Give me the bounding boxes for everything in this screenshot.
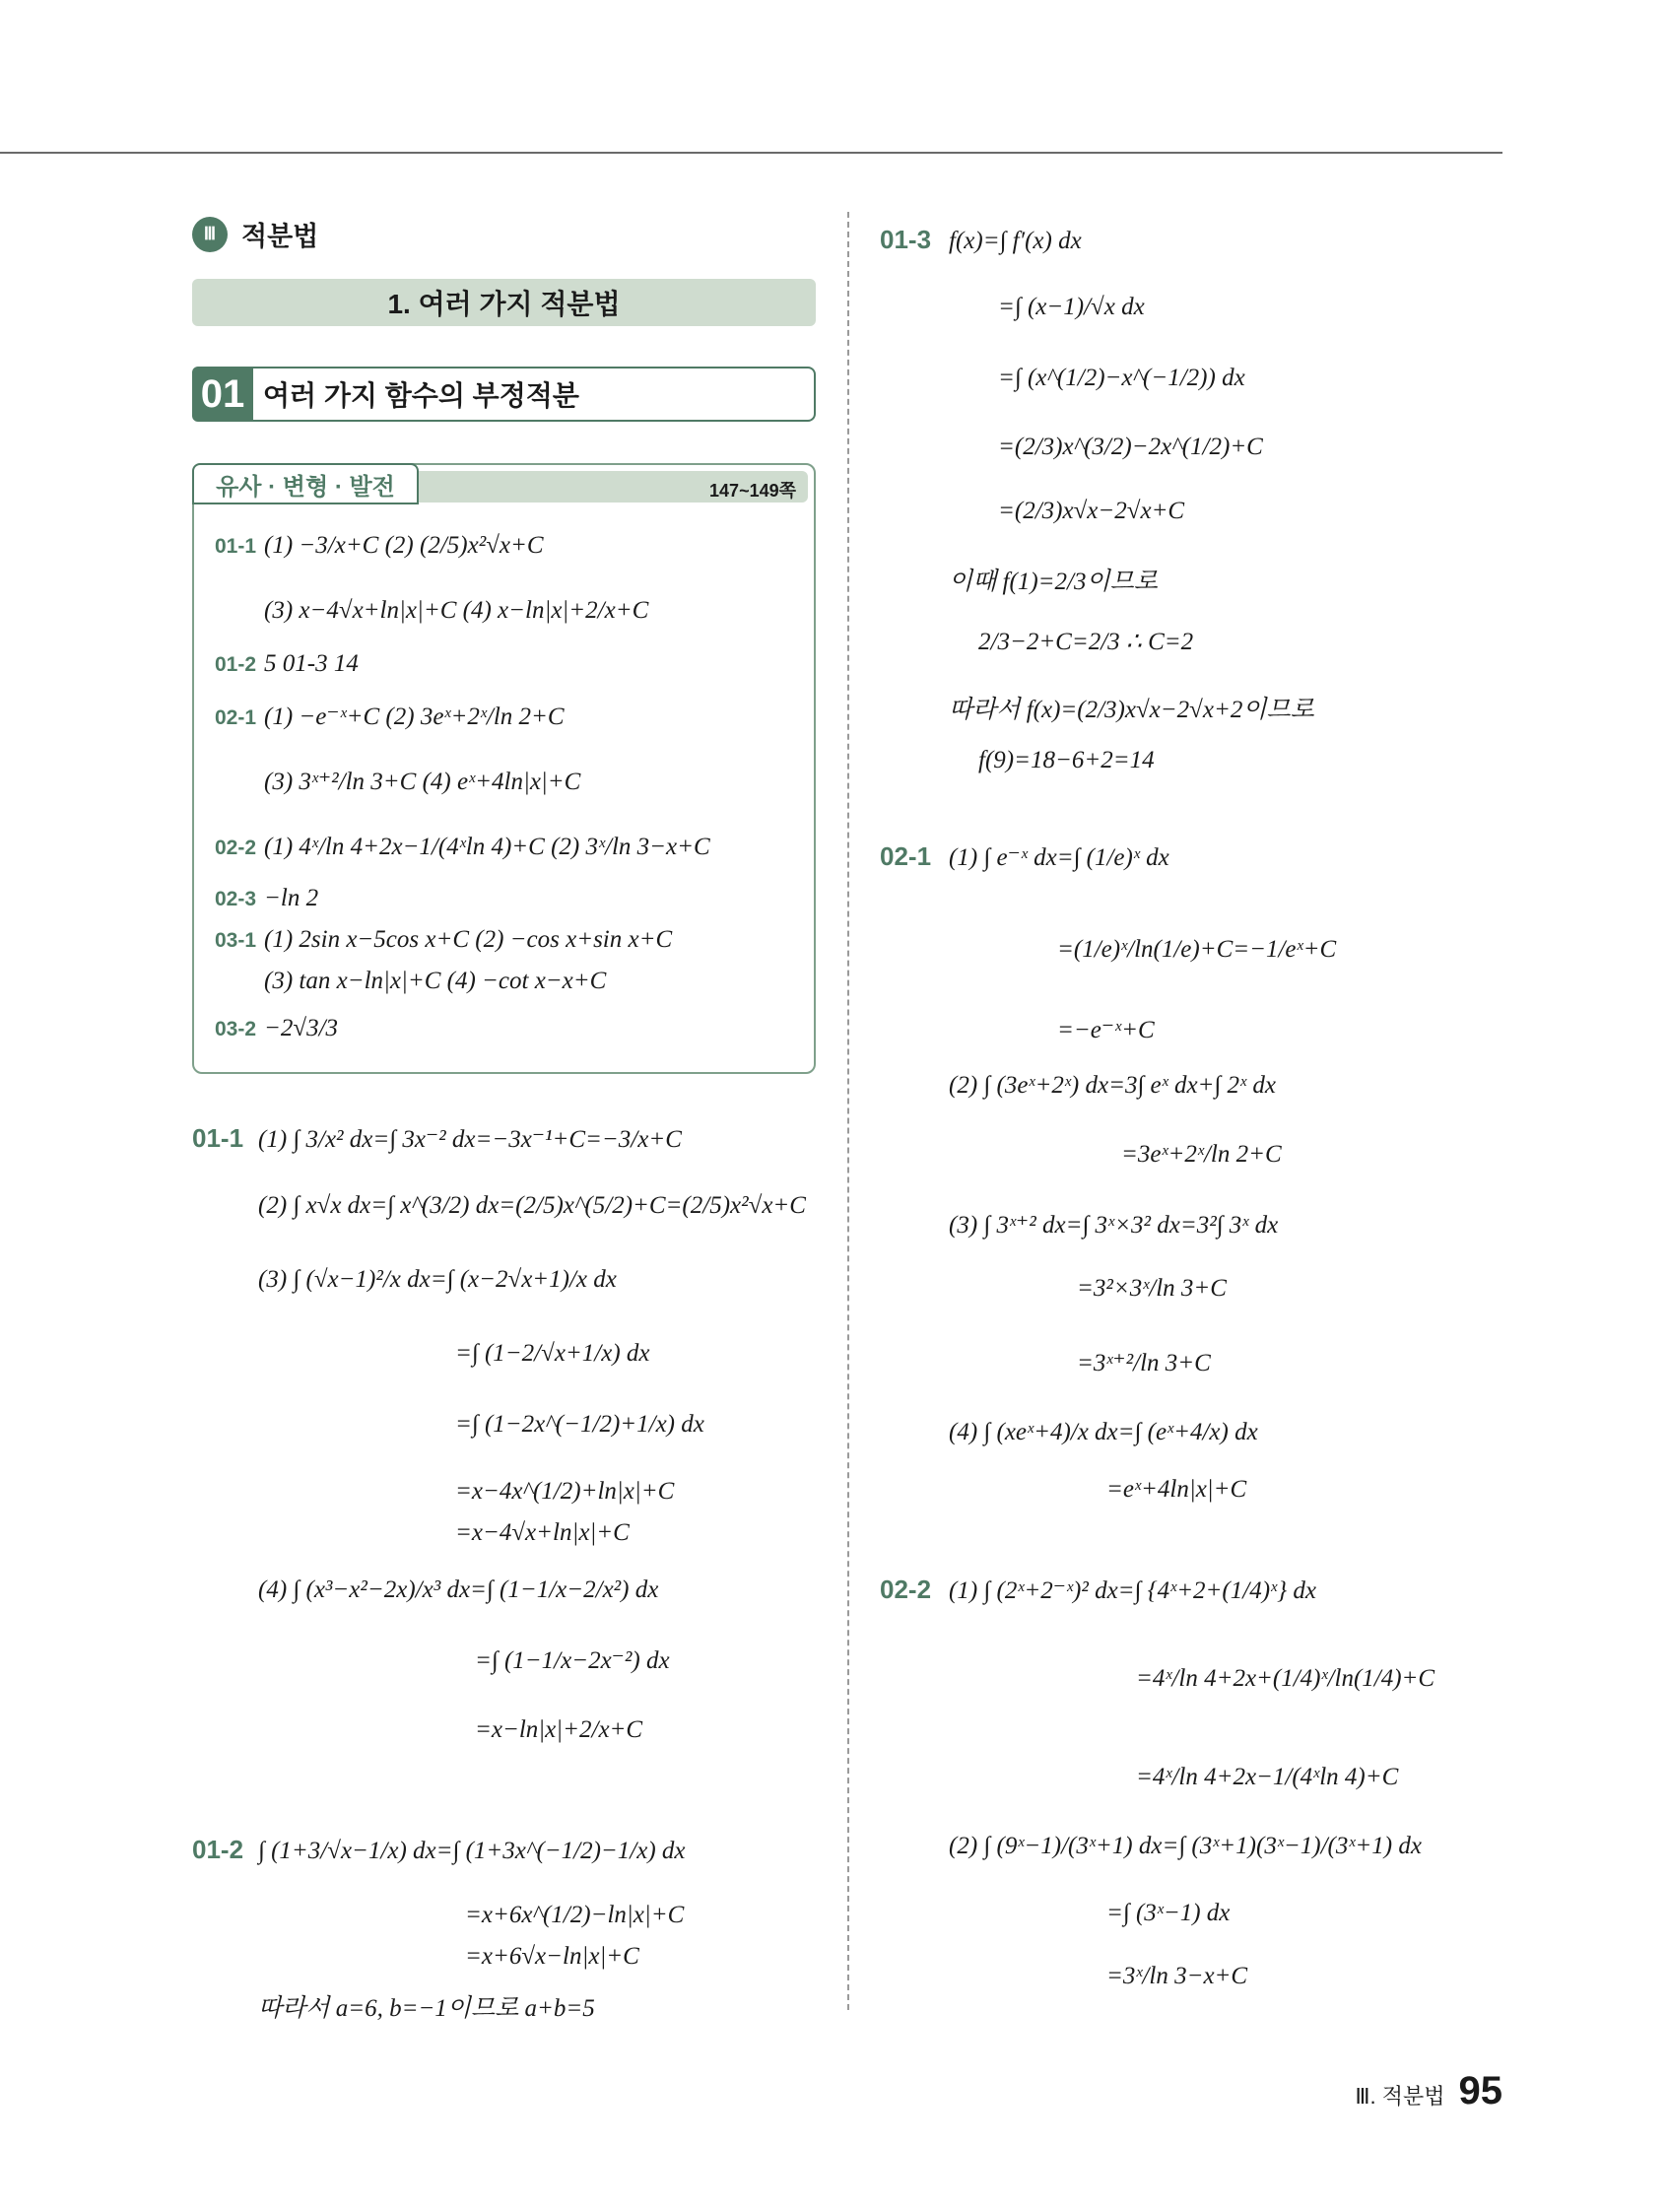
solution-line	[475, 1716, 642, 1744]
solution-line	[949, 1419, 1258, 1446]
solution-line	[998, 434, 1263, 461]
solution-line	[258, 1988, 595, 2024]
math-text: =∫ (x^(1/2)−x^(−1/2)) dx	[998, 365, 1245, 391]
solution-line	[215, 926, 672, 954]
math-text: (2) ∫ (3eˣ+2ˣ) dx=3∫ eˣ dx+∫ 2ˣ dx	[949, 1072, 1276, 1099]
math-text: =∫ (1−1/x−2x⁻²) dx	[475, 1647, 670, 1674]
solution-line	[1106, 1900, 1230, 1927]
problem-label: 02-1	[880, 841, 932, 871]
math-text: (3) x−4√x+ln|x|+C (4) x−ln|x|+2/x+C	[264, 597, 649, 624]
problem-label: 01-3	[880, 225, 932, 254]
math-text: 2/3−2+C=2/3 ∴ C=2	[978, 629, 1194, 655]
math-text: ∫ (1+3/√x−1/x) dx=∫ (1+3x^(−1/2)−1/x) dx	[258, 1838, 686, 1864]
solution-line	[880, 225, 1082, 255]
top-rule	[0, 152, 1502, 154]
solution-line	[1106, 1476, 1246, 1504]
math-text: (1) −e⁻ˣ+C (2) 3eˣ+2ˣ/ln 2+C	[264, 704, 565, 730]
unit-title: 적분법	[241, 222, 319, 251]
math-text: (3) ∫ (√x−1)²/x dx=∫ (x−2√x+1)/x dx	[258, 1266, 617, 1293]
math-text: (1) 4ˣ/ln 4+2x−1/(4ˣln 4)+C (2) 3ˣ/ln 3−x+C	[264, 834, 710, 860]
math-text: (1) −3/x+C (2) (2/5)x²√x+C	[264, 532, 544, 559]
solution-line	[455, 1340, 650, 1368]
problem-label: 02-3	[215, 888, 257, 910]
math-text: (1) 2sin x−5cos x+C (2) −cos x+sin x+C	[264, 926, 673, 953]
section-header	[192, 367, 816, 422]
solution-line	[1077, 1275, 1227, 1303]
solution-line	[998, 498, 1184, 525]
math-text: (1) ∫ (2ˣ+2⁻ˣ)² dx=∫ {4ˣ+2+(1/4)ˣ} dx	[949, 1577, 1316, 1604]
section-title: 여러 가지 함수의 부정적분	[263, 380, 579, 411]
solution-line	[264, 968, 606, 995]
math-text: (2) ∫ x√x dx=∫ x^(3/2) dx=(2/5)x^(5/2)+C=(2/5)x²√x+C	[258, 1192, 806, 1219]
math-text: =x−4x^(1/2)+ln|x|+C	[455, 1478, 675, 1505]
math-text: 이때 f(1)=2/3이므로	[949, 569, 1158, 595]
math-text: =(2/3)x√x−2√x+C	[998, 498, 1185, 524]
math-text: =3eˣ+2ˣ/ln 2+C	[1121, 1141, 1282, 1168]
column-divider	[847, 212, 849, 2010]
solution-line	[949, 1072, 1276, 1100]
solution-line	[1106, 1963, 1247, 1990]
section-number: 01	[192, 367, 253, 422]
page-footer	[1355, 2069, 1502, 2113]
solution-line	[978, 747, 1155, 774]
math-text: (3) 3ˣ⁺²/ln 3+C (4) eˣ+4ln|x|+C	[264, 769, 581, 795]
math-text: (3) ∫ 3ˣ⁺² dx=∫ 3ˣ×3² dx=3²∫ 3ˣ dx	[949, 1212, 1279, 1239]
solution-line	[192, 1835, 686, 1865]
solution-line	[1057, 1015, 1155, 1044]
math-text: =∫ (3ˣ−1) dx	[1106, 1900, 1231, 1926]
answer-box-tab: 유사 · 변형 · 발전	[192, 463, 419, 504]
chapter-title: 1. 여러 가지 적분법	[192, 279, 816, 326]
solution-line	[258, 1576, 658, 1604]
solution-line	[215, 834, 710, 861]
math-text: (4) ∫ (xeˣ+4)/x dx=∫ (eˣ+4/x) dx	[949, 1419, 1258, 1445]
solution-line	[465, 1943, 639, 1971]
math-text: =∫ (1−2/√x+1/x) dx	[455, 1340, 650, 1367]
unit-header	[192, 215, 318, 253]
solution-line	[978, 627, 1193, 656]
math-text: 5 01-3 14	[264, 650, 359, 677]
math-text: f(9)=18−6+2=14	[978, 747, 1155, 773]
math-text: f(x)=∫ f′(x) dx	[949, 228, 1082, 254]
solution-line	[1136, 1764, 1398, 1791]
problem-label: 01-1	[215, 535, 257, 558]
math-text: =(2/3)x^(3/2)−2x^(1/2)+C	[998, 434, 1263, 460]
math-text: =4ˣ/ln 4+2x−1/(4ˣln 4)+C	[1136, 1764, 1399, 1790]
problem-label: 02-1	[215, 706, 257, 729]
math-text: 따라서 f(x)=(2/3)x√x−2√x+2이므로	[949, 697, 1314, 723]
solution-line	[192, 1123, 682, 1154]
math-text: (3) tan x−ln|x|+C (4) −cot x−x+C	[264, 968, 607, 994]
math-text: =x−4√x+ln|x|+C	[455, 1519, 630, 1546]
math-text: =(1/e)ˣ/ln(1/e)+C=−1/eˣ+C	[1057, 936, 1337, 963]
solution-line	[264, 597, 648, 625]
math-text: =4ˣ/ln 4+2x+(1/4)ˣ/ln(1/4)+C	[1136, 1665, 1435, 1692]
solution-line	[998, 294, 1145, 321]
math-text: =3²×3ˣ/ln 3+C	[1077, 1275, 1227, 1302]
math-text: =∫ (1−2x^(−1/2)+1/x) dx	[455, 1411, 704, 1438]
solution-line	[215, 885, 318, 912]
solution-line	[1057, 936, 1336, 964]
math-text: −ln 2	[264, 885, 319, 911]
solution-line	[998, 365, 1245, 392]
solution-line	[215, 1015, 338, 1042]
problem-label: 01-2	[215, 653, 257, 676]
page-number: 95	[1458, 2069, 1502, 2112]
math-text: (1) ∫ 3/x² dx=∫ 3x⁻² dx=−3x⁻¹+C=−3/x+C	[258, 1126, 682, 1153]
solution-line	[880, 1575, 1316, 1605]
solution-line	[258, 1192, 806, 1220]
math-text: =∫ (x−1)/√x dx	[998, 294, 1145, 320]
solution-line	[949, 690, 1314, 725]
problem-label: 01-1	[192, 1123, 244, 1153]
solution-line	[1136, 1665, 1434, 1693]
problem-label: 03-2	[215, 1018, 257, 1040]
solution-line	[455, 1478, 674, 1506]
solution-line	[455, 1411, 704, 1439]
math-text: (1) ∫ e⁻ˣ dx=∫ (1/e)ˣ dx	[949, 844, 1169, 871]
solution-line	[258, 1266, 617, 1294]
math-text: =−e⁻ˣ+C	[1057, 1017, 1155, 1043]
math-text: −2√3/3	[264, 1015, 339, 1041]
solution-line	[215, 532, 544, 560]
math-text: =3ˣ/ln 3−x+C	[1106, 1963, 1248, 1989]
unit-badge: Ⅲ	[192, 217, 228, 252]
solution-line	[215, 650, 359, 678]
solution-line	[475, 1645, 670, 1675]
footer-text: Ⅲ. 적분법	[1355, 2084, 1445, 2109]
solution-line	[1077, 1348, 1211, 1377]
solution-line	[880, 841, 1169, 872]
problem-label: 02-2	[215, 837, 257, 859]
problem-label: 01-2	[192, 1835, 244, 1864]
math-text: =eˣ+4ln|x|+C	[1106, 1476, 1247, 1503]
math-text: =x+6√x−ln|x|+C	[465, 1943, 639, 1970]
solution-line	[455, 1519, 630, 1547]
math-text: (4) ∫ (x³−x²−2x)/x³ dx=∫ (1−1/x−2/x²) dx	[258, 1576, 659, 1603]
math-text: =x−ln|x|+2/x+C	[475, 1716, 643, 1743]
solution-line	[949, 562, 1158, 597]
solution-line	[215, 702, 565, 731]
problem-label: 02-2	[880, 1575, 932, 1604]
math-text: =x+6x^(1/2)−ln|x|+C	[465, 1902, 685, 1928]
math-text: =3ˣ⁺²/ln 3+C	[1077, 1350, 1211, 1376]
solution-line	[949, 1833, 1422, 1860]
solution-line	[949, 1210, 1278, 1240]
answer-box-pages: 147~149쪽	[709, 481, 796, 501]
math-text: (2) ∫ (9ˣ−1)/(3ˣ+1) dx=∫ (3ˣ+1)(3ˣ−1)/(3ˣ+1) dx	[949, 1833, 1422, 1859]
math-text: 따라서 a=6, b=−1이므로 a+b=5	[258, 1995, 595, 2022]
problem-label: 03-1	[215, 929, 257, 952]
solution-line	[465, 1902, 684, 1929]
solution-line	[264, 767, 580, 796]
solution-line	[1121, 1141, 1282, 1169]
